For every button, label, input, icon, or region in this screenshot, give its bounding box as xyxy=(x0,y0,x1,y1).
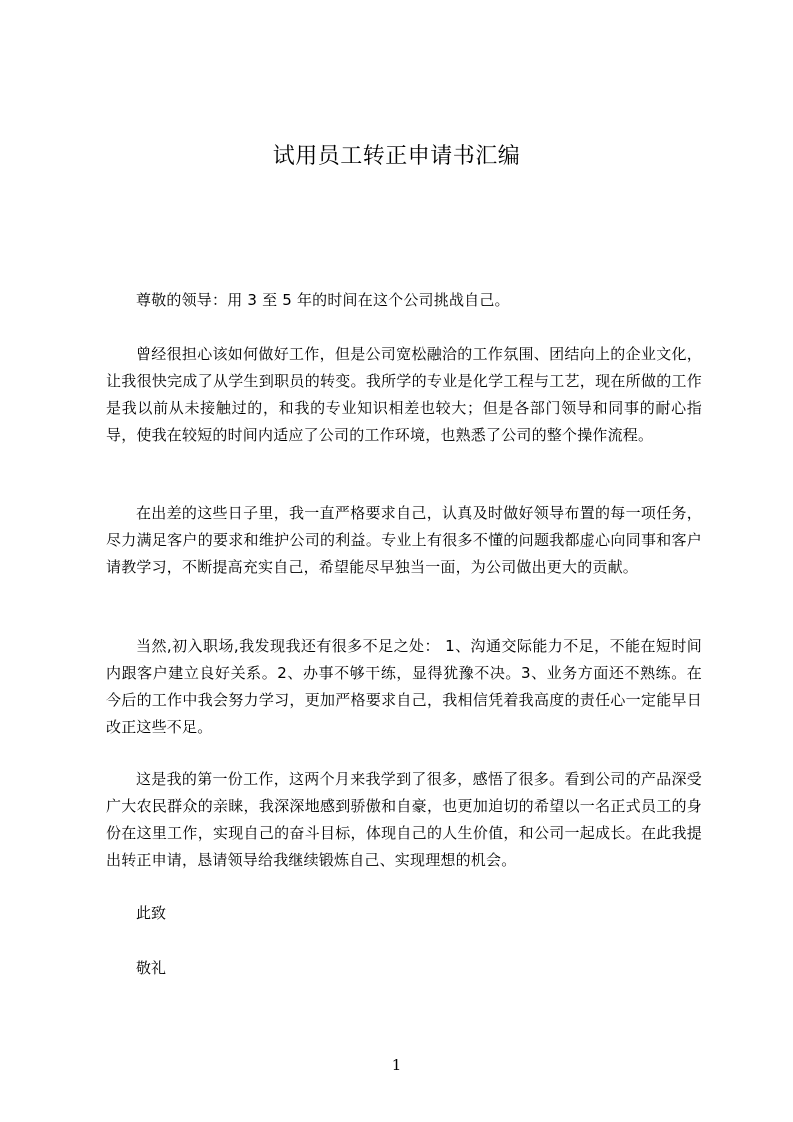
page-title: 试用员工转正申请书汇编 xyxy=(272,144,521,169)
page-number: 1 xyxy=(391,1056,402,1074)
paragraph-1: 曾经很担心该如何做好工作，但是公司宽松融洽的工作氛围、团结向上的企业文化，让我很快完成了从学生到职员的转变。我所学的专业是化学工程与工艺，现在所做的工作是我以前从未接触过的，和我的专业知识相差也较大；但是各部门领导和同事的耐心指导，使我在较短的时间内适应了公司的工作环境，也熟悉了公司的整个操作流程。 xyxy=(106,345,702,444)
paragraph-3: 当然,初入职场,我发现我还有很多不足之处： 1、沟通交际能力不足，不能在短时间内跟客户建立良好关系。2、办事不够干练，显得犹豫不决。3、业务方面还不熟练。在今后的工作中我会努力学习，更加严格要求自己，我相信凭着我高度的责任心一定能早日改正这些不足。 xyxy=(106,637,702,736)
paragraph-4: 这是我的第一份工作，这两个月来我学到了很多，感悟了很多。看到公司的产品深受广大农民群众的亲睐，我深深地感到骄傲和自豪，也更加迫切的希望以一名正式员工的身份在这里工作，实现自己的奋斗目标，体现自己的人生价值，和公司一起成长。在此我提出转正申请，恳请领导给我继续锻炼自己、实现理想的机会。 xyxy=(106,770,702,869)
paragraph-2: 在出差的这些日子里，我一直严格要求自己，认真及时做好领导布置的每一项任务，尽力满足客户的要求和维护公司的利益。专业上有很多不懂的问题我都虚心向同事和客户请教学习，不断提高充实自己，希望能尽早独当一面，为公司做出更大的贡献。 xyxy=(106,504,702,576)
closing-salutation: 此致 xyxy=(136,904,167,922)
closing-regards: 敬礼 xyxy=(136,959,167,977)
greeting-paragraph: 尊敬的领导：用 3 至 5 年的时间在这个公司挑战自己。 xyxy=(136,291,510,309)
